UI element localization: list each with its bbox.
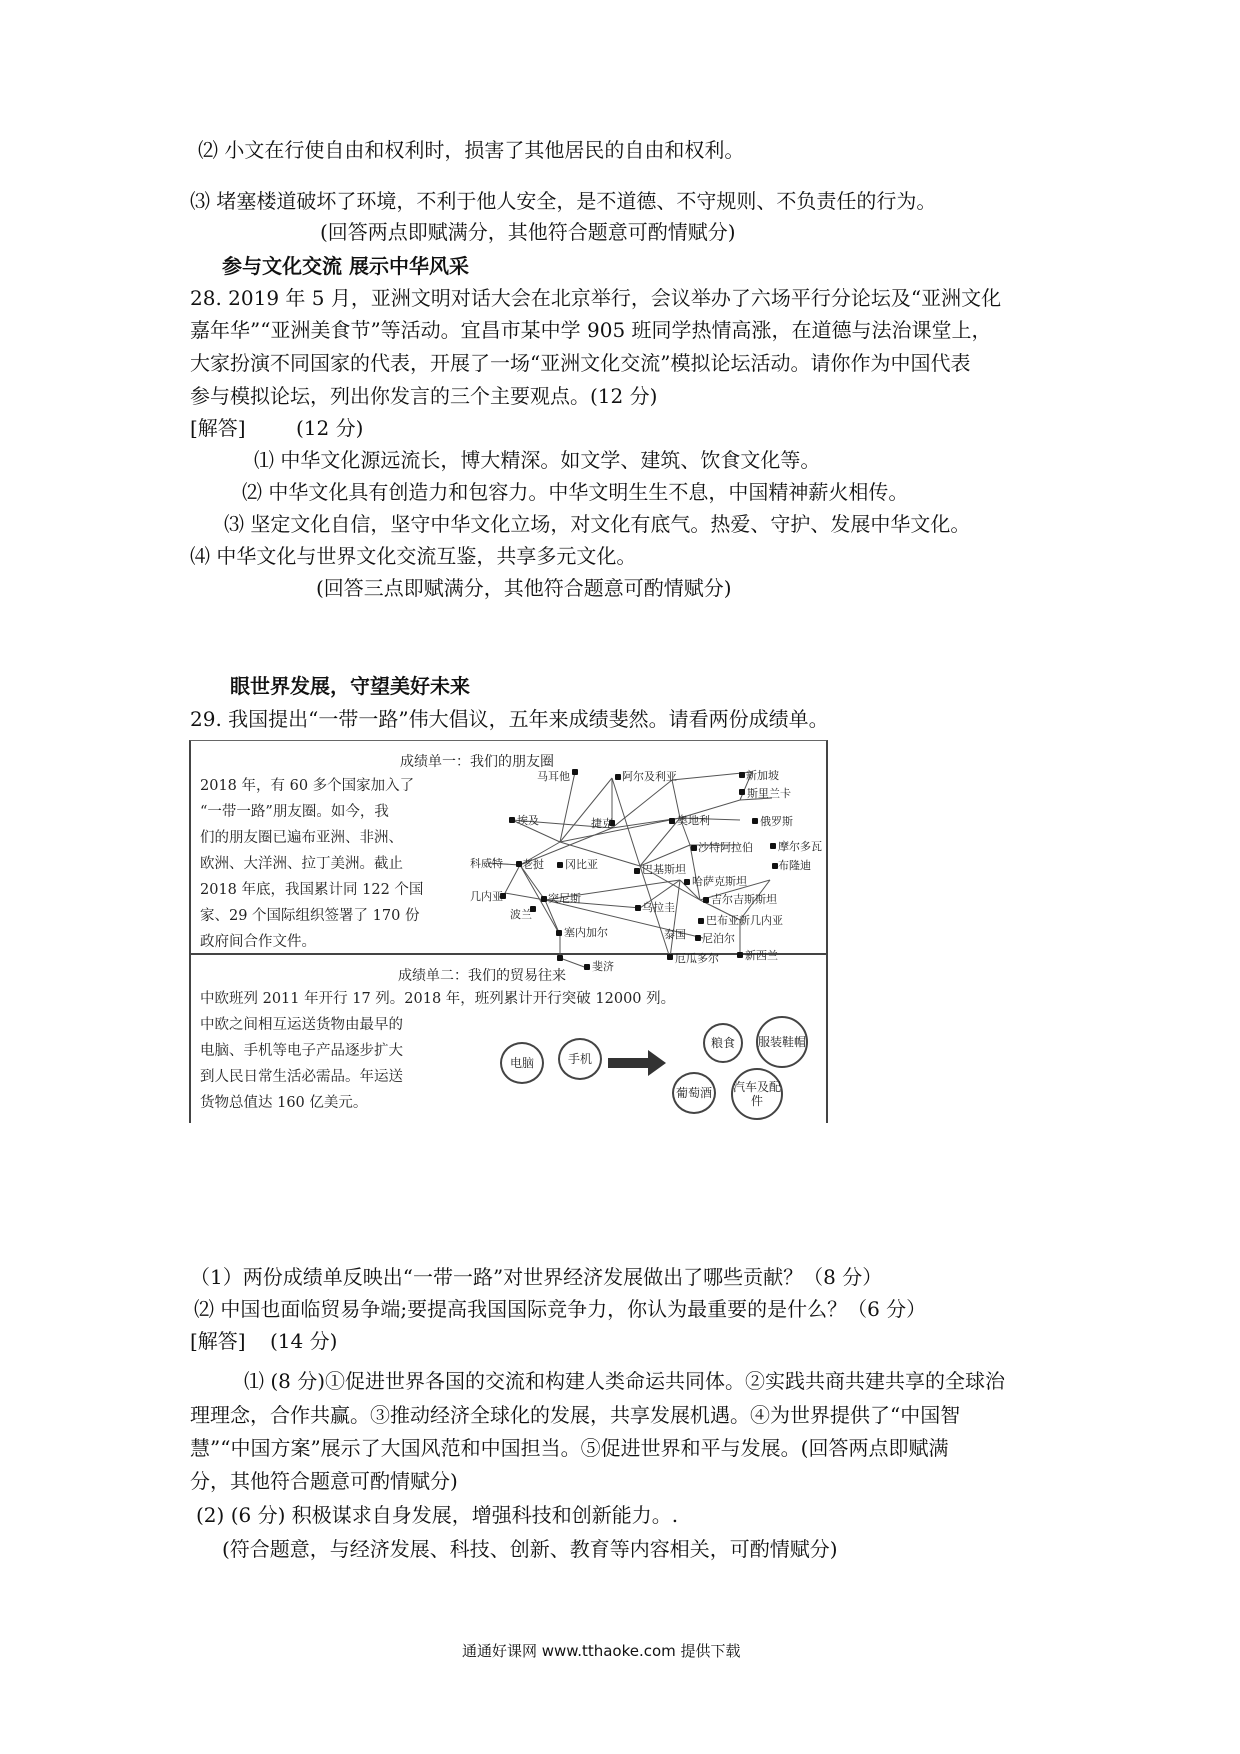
q29-answer-label: [解答]: [190, 1329, 246, 1353]
network-node: [698, 918, 704, 924]
network-node: [695, 935, 701, 941]
network-node: [584, 964, 590, 970]
network-node: [752, 818, 758, 824]
q28-answer-3: ⑶ 坚定文化自信，坚守中华文化立场，对文化有底气。热爱、守护、发展中华文化。: [224, 512, 971, 536]
country-label: 巴布亚新几内亚: [706, 914, 783, 927]
card1-text-7: 政府间合作文件。: [200, 934, 316, 950]
country-label: 摩尔多瓦: [778, 840, 822, 853]
network-node: [737, 952, 743, 958]
country-label: 乌拉圭: [642, 901, 675, 914]
country-label: 尼泊尔: [702, 932, 735, 945]
country-label: 巴基斯坦: [642, 863, 686, 876]
country-label: 斯里兰卡: [747, 787, 791, 800]
bubble-cars: 汽车及配件: [731, 1068, 783, 1120]
q29-sub-2: ⑵ 中国也面临贸易争端;要提高我国国际竞争力，你认为最重要的是什么？（6 分）: [194, 1297, 927, 1321]
card2-title: 成绩单二：我们的贸易往来: [398, 968, 566, 984]
footer-source: 通通好课网 www.tthaoke.com 提供下载: [462, 1642, 741, 1660]
country-label: 奥地利: [677, 814, 710, 827]
country-label: 冈比亚: [565, 858, 598, 871]
country-label: 厄瓜多尔: [675, 952, 719, 965]
card1-text-1: 2018 年，有 60 多个国家加入了: [200, 778, 415, 794]
q29-answer-score: (14 分): [270, 1329, 338, 1353]
section-title-world: 眼世界发展，守望美好未来: [230, 674, 470, 698]
q29-sub-1: （1）两份成绩单反映出“一带一路”对世界经济发展做出了哪些贡献？（8 分）: [190, 1265, 883, 1289]
country-label: 塞内加尔: [564, 926, 608, 939]
country-label: 捷克: [591, 817, 613, 830]
network-node: [557, 862, 563, 868]
q28-line-2: 嘉年华”“亚洲美食节”等活动。宜昌市某中学 905 班同学热情高涨，在道德与法治课堂上，: [190, 318, 992, 342]
card1-text-6: 家、29 个国际组织签署了 170 份: [200, 908, 420, 924]
bubble-grain: 粮食: [703, 1023, 743, 1063]
country-label: 波兰: [510, 908, 532, 921]
q29-answer-2: (2) (6 分) 积极谋求自身发展，增强科技和创新能力。.: [196, 1503, 679, 1527]
network-node: [615, 774, 621, 780]
network-node: [556, 930, 562, 936]
network-node: [572, 769, 578, 775]
country-label: 马耳他: [537, 770, 570, 783]
card2-line-1: 中欧班列 2011 年开行 17 列。2018 年，班列累计开行突破 12000 列。: [200, 991, 676, 1007]
network-node: [667, 954, 673, 960]
network-node: [770, 843, 776, 849]
country-label: 埃及: [517, 814, 539, 827]
section-title-culture: 参与文化交流 展示中华风采: [222, 254, 469, 278]
card1-text-5: 2018 年底，我国累计同 122 个国: [200, 882, 424, 898]
card1-text-3: 们的朋友圈已遍布亚洲、非洲、: [200, 830, 403, 846]
q28-line-3: 大家扮演不同国家的代表，开展了一场“亚洲文化交流”模拟论坛活动。请你作为中国代表: [190, 351, 971, 375]
network-node: [635, 905, 641, 911]
country-label: 吉尔吉斯斯坦: [711, 893, 777, 906]
network-node: [691, 845, 697, 851]
country-label: 泰国: [664, 928, 686, 941]
q27-answer-2: ⑵ 小文在行使自由和权利时，损害了其他居民的自由和权利。: [198, 138, 745, 162]
country-label: 几内亚: [470, 890, 503, 903]
network-node: [669, 818, 675, 824]
country-label: 新西兰: [745, 949, 778, 962]
country-label: 沙特阿拉伯: [698, 841, 753, 854]
network-node: [557, 955, 563, 961]
country-label: 俄罗斯: [760, 815, 793, 828]
card2-text-4: 货物总值达 160 亿美元。: [200, 1095, 368, 1111]
q29-answer-1-line-4: 分，其他符合题意可酌情赋分): [190, 1469, 458, 1493]
country-label: 突尼斯: [548, 892, 581, 905]
network-node: [739, 789, 745, 795]
q29-answer-2-note: (符合题意，与经济发展、科技、创新、教育等内容相关，可酌情赋分): [222, 1537, 838, 1561]
bubble-phone: 手机: [558, 1038, 602, 1080]
card2-text-3: 到人民日常生活必需品。年运送: [200, 1069, 403, 1085]
country-label: 新加坡: [746, 769, 779, 782]
arrow-right-icon: [608, 1050, 668, 1076]
q28-answer-4: ⑷ 中华文化与世界文化交流互鉴，共享多元文化。: [190, 544, 637, 568]
network-node: [684, 879, 690, 885]
network-node: [634, 868, 640, 874]
q28-note: (回答三点即赋满分，其他符合题意可酌情赋分): [316, 576, 732, 600]
q28-line-1: 28. 2019 年 5 月，亚洲文明对话大会在北京举行，会议举办了六场平行分论坛及“亚洲文化: [190, 286, 1002, 310]
q28-answer-2: ⑵ 中华文化具有创造力和包容力。中华文明生生不息，中国精神薪火相传。: [242, 480, 909, 504]
country-label: 老挝: [522, 858, 544, 871]
bubble-computer: 电脑: [500, 1042, 544, 1084]
network-node: [509, 817, 515, 823]
country-label: 哈萨克斯坦: [692, 875, 747, 888]
q29-answer-1-line-2: 理理念，合作共赢。③推动经济全球化的发展，共享发展机遇。④为世界提供了“中国智: [190, 1403, 961, 1427]
q28-line-4: 参与模拟论坛，列出你发言的三个主要观点。(12 分): [190, 384, 658, 408]
card1-text-2: “一带一路”朋友圈。如今，我: [200, 804, 389, 820]
q29-answer-1-line-1: ⑴ (8 分)①促进世界各国的交流和构建人类命运共同体。②实践共商共建共享的全球治: [244, 1369, 1006, 1393]
q27-answer-3: ⑶ 堵塞楼道破坏了环境，不利于他人安全，是不道德、不守规则、不负责任的行为。: [190, 189, 937, 213]
card2-text-2: 电脑、手机等电子产品逐步扩大: [200, 1043, 403, 1059]
network-node: [541, 896, 547, 902]
card1-title: 成绩单一：我们的朋友圈: [400, 754, 554, 770]
q29-answer-1-line-3: 慧”“中国方案”展示了大国风范和中国担当。⑤促进世界和平与发展。(回答两点即赋满: [190, 1436, 949, 1460]
q28-answer-1: ⑴ 中华文化源远流长，博大精深。如文学、建筑、饮食文化等。: [254, 448, 821, 472]
card2-text-1: 中欧之间相互运送货物由最早的: [200, 1017, 403, 1033]
country-label: 布隆迪: [778, 859, 811, 872]
country-label: 科威特: [470, 857, 503, 870]
bubble-wine: 葡萄酒: [672, 1072, 716, 1114]
network-node: [703, 897, 709, 903]
q28-answer-label: [解答]: [190, 416, 246, 440]
q28-answer-score: (12 分): [296, 416, 364, 440]
card1-text-4: 欧洲、大洋洲、拉丁美洲。截止: [200, 856, 403, 872]
bubble-clothing: 服装鞋帽: [756, 1016, 808, 1068]
network-node: [739, 772, 745, 778]
country-label: 斐济: [592, 960, 614, 973]
q29-intro: 29. 我国提出“一带一路”伟大倡议，五年来成绩斐然。请看两份成绩单。: [190, 707, 829, 731]
country-label: 阿尔及利亚: [622, 770, 677, 783]
q27-note: (回答两点即赋满分，其他符合题意可酌情赋分): [320, 220, 736, 244]
